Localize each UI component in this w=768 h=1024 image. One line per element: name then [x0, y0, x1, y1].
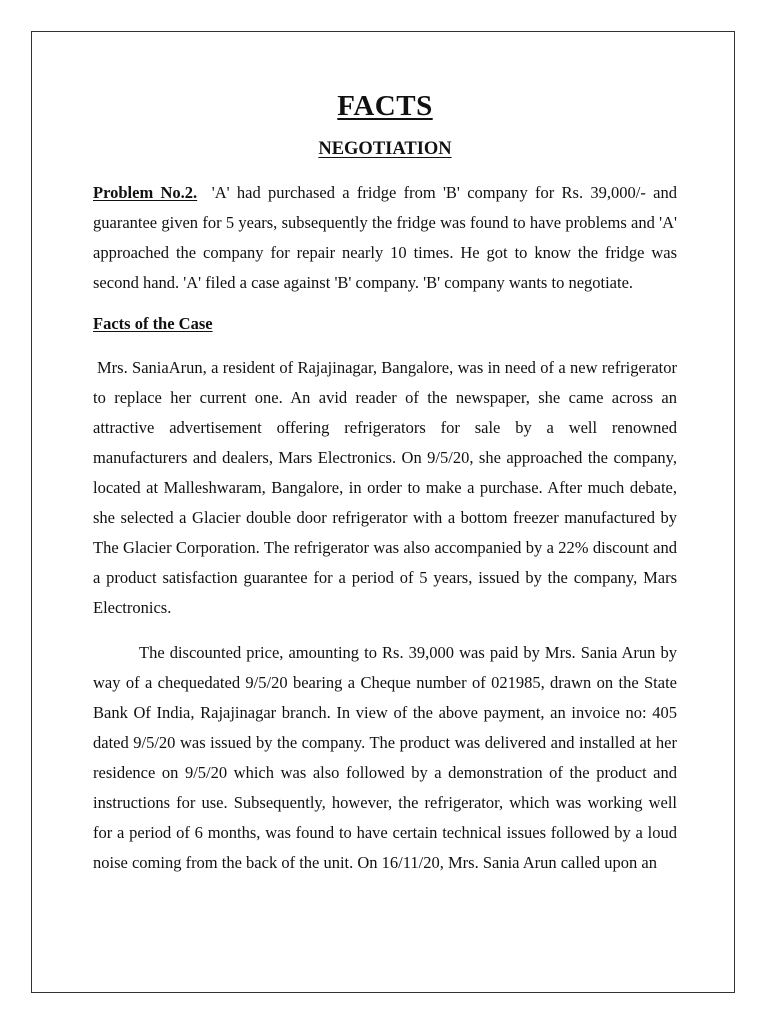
document-subtitle: NEGOTIATION — [318, 139, 452, 159]
document-body — [93, 86, 677, 878]
problem-statement — [93, 178, 677, 298]
problem-text: 'A' had purchased a fridge from 'B' company for Rs. 39,000/- and guarantee given for 5 years, subsequently the fridge was found to have problems and 'A' approached the company for repair nearly 10 times. He got to know the fridge was second hand. 'A' filed a case against 'B' company. 'B' company wants to negotiate. — [93, 183, 677, 292]
facts-paragraph: Mrs. SaniaArun, a resident of Rajajinagar, Bangalore, was in need of a new refrigerator to replace her current one. An avid reader of the newspaper, she came across an attractive advertisement offering refrigerators for sale by a well renowned manufacturers and dealers, Mars Electronics. On 9/5/20, she approached the company, located at Malleshwaram, Bangalore, in order to make a purchase. After much debate, she selected a Glacier double door refrigerator with a bottom freezer manufactured by The Glacier Corporation. The refrigerator was also accompanied by a 22% discount and a product satisfaction guarantee for a period of 5 years, issued by the company, Mars Electronics. — [93, 358, 677, 617]
document-title: FACTS — [337, 90, 433, 122]
problem-label: Problem No.2. — [93, 183, 198, 202]
payment-paragraph: The discounted price, amounting to Rs. 39,000 was paid by Mrs. Sania Arun by way of a chequedated 9/5/20 bearing a Cheque number of 021985, drawn on the State Bank Of India, Rajajinagar branch. In view of the above payment, an invoice no: 405 dated 9/5/20 was issued by the company. The product was delivered and installed at her residence on 9/5/20 which was also followed by a demonstration of the product and instructions for use. Subsequently, however, the refrigerator, which was working well for a period of 6 months, was found to have certain technical issues followed by a loud noise coming from the back of the unit. On 16/11/20, Mrs. Sania Arun called upon an — [93, 643, 677, 872]
facts-heading: Facts of the Case — [93, 314, 213, 333]
